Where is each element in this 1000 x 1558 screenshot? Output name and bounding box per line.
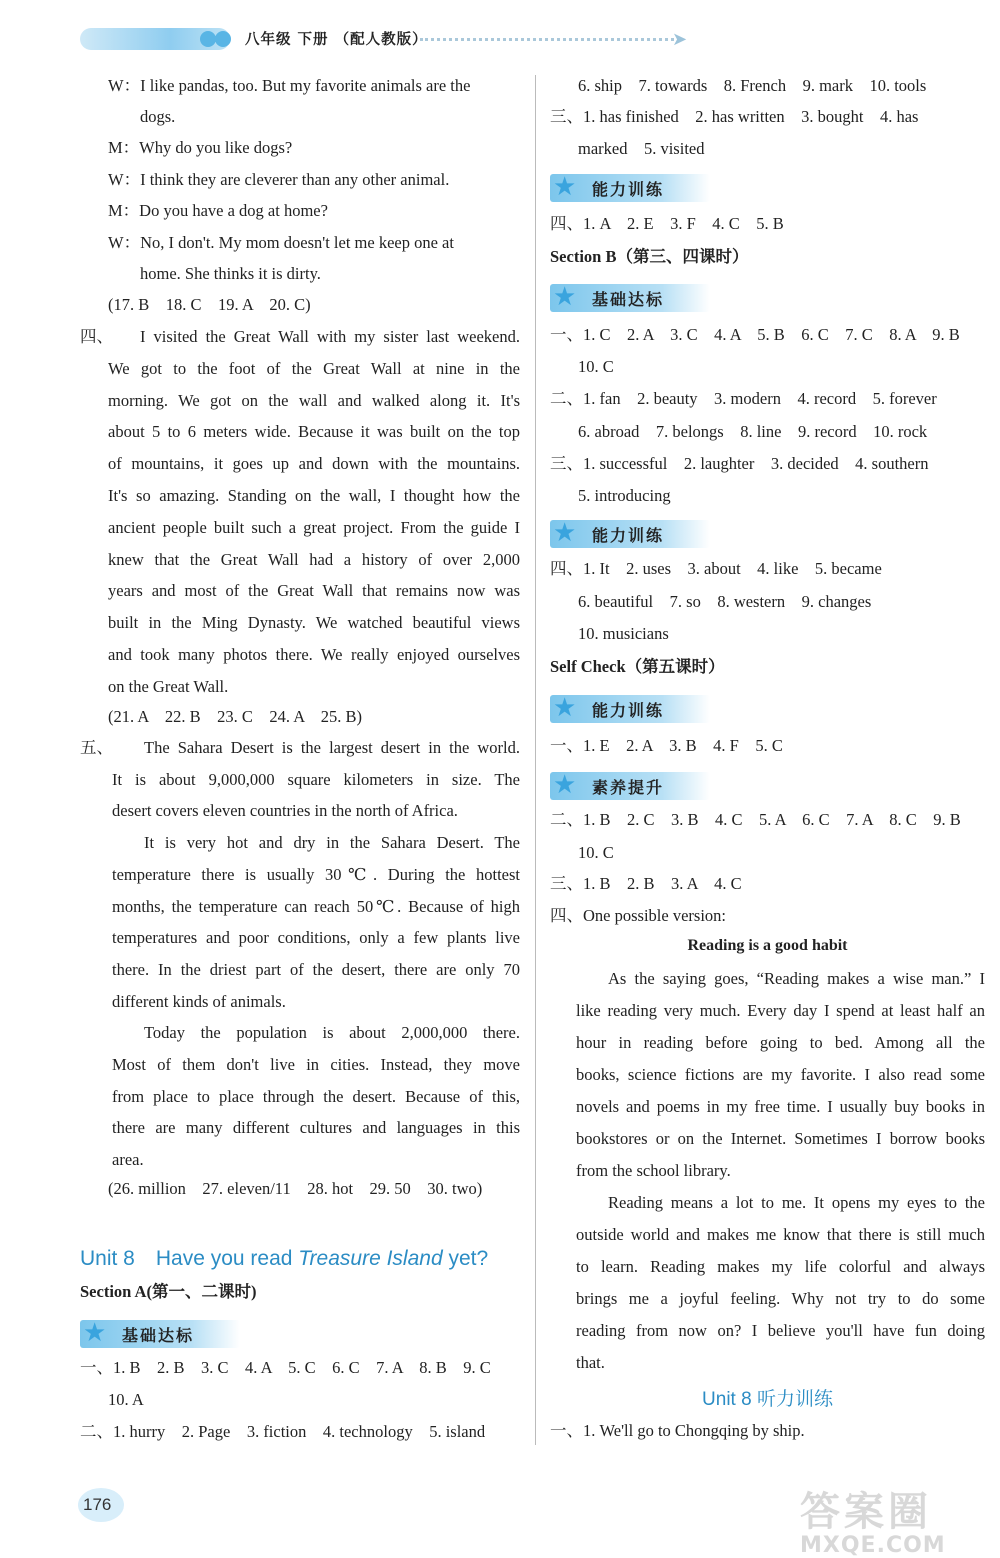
passage-line: It is very hot and dry in the Sahara Desert. The <box>144 833 520 853</box>
unit-title: Unit 8 Have you read Treasure Island yet? <box>80 1247 489 1270</box>
passage-line: bookstores or on the Internet. Sometimes I borrow books <box>576 1129 985 1148</box>
badge-basic: ★ 基础达标 <box>80 1320 240 1348</box>
badge-quality: ★ 素养提升 <box>550 772 710 800</box>
answer-line: 二、1. fan 2. beauty 3. modern 4. record 5. forever <box>550 389 937 408</box>
answer-line: 10. A <box>108 1390 144 1409</box>
star-icon: ★ <box>553 172 577 202</box>
passage-line: desert covers eleven countries in the north of Africa. <box>112 801 458 821</box>
section-b-title: Section B（第三、四课时） <box>550 247 749 266</box>
self-check-title: Self Check（第五课时） <box>550 657 725 676</box>
dialogue-line: dogs. <box>140 107 176 126</box>
passage-line: novels and poems in my free time. I usually buy books in <box>576 1097 985 1116</box>
answer-line: (17. B 18. C 19. A 20. C) <box>108 295 311 314</box>
passage-line: different kinds of animals. <box>112 991 286 1011</box>
passage-line: there. In the driest part of the desert, there are only 70 <box>112 959 520 979</box>
passage-line: there are many different cultures and languages in this <box>112 1118 520 1138</box>
dialogue-line: home. She thinks it is dirty. <box>140 264 321 283</box>
header-title: 八年级 下册 （配人教版） <box>245 32 428 48</box>
passage-line: months, the temperature can reach 50℃. Because of high <box>112 896 520 916</box>
watermark-logo: 答案圈 MXQE.COM <box>800 1489 946 1558</box>
passage-line: It's so amazing. Standing on the wall, I thought how the <box>108 486 520 505</box>
passage-line: Reading means a lot to me. It opens my eyes to the <box>608 1193 985 1212</box>
answer-line: (26. million 27. eleven/11 28. hot 29. 50 30. two) <box>108 1179 483 1198</box>
passage-line: Today the population is about 2,000,000 there. <box>144 1023 520 1043</box>
answer-line: 6. abroad 7. belongs 8. line 9. record 10. rock <box>578 422 928 441</box>
page-number: 176 <box>83 1495 112 1514</box>
passage-line: temperature there is usually 30℃. During the hottest <box>112 864 520 884</box>
answer-line: 三、1. B 2. B 3. A 4. C <box>550 874 742 893</box>
answer-line: 二、1. B 2. C 3. B 4. C 5. A 6. C 7. A 8. C 9. B <box>550 810 961 829</box>
dialogue-line: M：Do you have a dog at home? <box>108 201 328 220</box>
star-icon: ★ <box>553 770 577 800</box>
arrow-right-icon: ➤ <box>672 29 688 50</box>
answer-line: 10. C <box>578 357 614 376</box>
badge-ability: ★ 能力训练 <box>550 695 710 723</box>
star-icon: ★ <box>83 1318 107 1348</box>
column-divider <box>535 75 536 1445</box>
answer-line: 一、1. C 2. A 3. C 4. A 5. B 6. C 7. C 8. A 9. B <box>550 325 960 344</box>
passage-line: and took many photos there. We really enjoyed ourselves <box>108 645 520 664</box>
dialogue-line: W：I think they are cleverer than any other animal. <box>108 170 450 189</box>
section-label: 五、 <box>80 738 113 757</box>
dialogue-line: M：Why do you like dogs? <box>108 138 293 157</box>
answer-line: 四、1. It 2. uses 3. about 4. like 5. became <box>550 559 882 578</box>
answer-line: 四、One possible version: <box>550 906 726 925</box>
answer-line: 6. beautiful 7. so 8. western 9. changes <box>578 592 872 611</box>
header-dot <box>200 31 216 47</box>
passage-line: hour in reading before going to bed. Among all the <box>576 1033 985 1052</box>
badge-basic: ★ 基础达标 <box>550 284 710 312</box>
section-label: 四、 <box>80 327 113 346</box>
dialogue-line: W：No, I don't. My mom doesn't let me keep one at <box>108 233 454 252</box>
badge-ability: ★ 能力训练 <box>550 520 710 548</box>
answer-line: 10. C <box>578 843 614 862</box>
star-icon: ★ <box>553 693 577 723</box>
passage-line: books, science fictions are my favorite. I also read some <box>576 1065 985 1084</box>
passage-line: about 5 to 6 meters wide. Because it was built on the top <box>108 422 520 442</box>
passage-line: from the school library. <box>576 1161 731 1180</box>
answer-line: 10. musicians <box>578 624 669 643</box>
passage-line: that. <box>576 1353 605 1372</box>
passage-line: Most of them don't live in cities. Instead, they move <box>112 1055 520 1074</box>
answer-line: (21. A 22. B 23. C 24. A 25. B) <box>108 707 362 726</box>
passage-line: to learn. Reading makes my life colorful and always <box>576 1257 985 1276</box>
passage-line: from place to place through the desert. Because of this, <box>112 1086 520 1106</box>
passage-line: like reading very much. Every day I spend at least half an <box>576 1001 985 1020</box>
passage-line: built in the Ming Dynasty. We watched beautiful views <box>108 613 520 633</box>
passage-line: reading from now on? I believe you'll have fun doing <box>576 1321 985 1340</box>
passage-line: ancient people built such a great project. From the guide I <box>108 517 520 537</box>
passage-line: on the Great Wall. <box>108 676 229 696</box>
passage-line: I visited the Great Wall with my sister last weekend. <box>140 327 520 346</box>
section-a-title: Section A(第一、二课时) <box>80 1282 257 1301</box>
answer-line: 6. ship 7. towards 8. French 9. mark 10. tools <box>578 76 927 95</box>
passage-line: knew that the Great Wall had a history of over 2,000 <box>108 549 520 569</box>
header-dotted-line <box>420 38 680 41</box>
answer-line: 三、1. successful 2. laughter 3. decided 4. southern <box>550 454 929 473</box>
star-icon: ★ <box>553 518 577 548</box>
answer-line: 三、1. has finished 2. has written 3. bought 4. has <box>550 107 919 126</box>
answer-line: 四、1. A 2. E 3. F 4. C 5. B <box>550 214 784 233</box>
passage-line: As the saying goes, “Reading makes a wise man.” I <box>608 969 985 988</box>
passage-line: morning. We got on the wall and walked along it. It's <box>108 390 520 410</box>
answer-line: 二、1. hurry 2. Page 3. fiction 4. technology 5. island <box>80 1422 486 1441</box>
answer-line: marked 5. visited <box>578 139 705 158</box>
header-dot <box>215 31 231 47</box>
star-icon: ★ <box>553 282 577 312</box>
passage-line: years and most of the Great Wall that remains now was <box>108 581 520 601</box>
passage-line: It is about 9,000,000 square kilometers in size. The <box>112 769 520 789</box>
essay-title: Reading is a good habit <box>687 937 848 954</box>
answer-line: 一、1. B 2. B 3. C 4. A 5. C 6. C 7. A 8. B 9. C <box>80 1358 491 1377</box>
answer-line: 一、1. We'll go to Chongqing by ship. <box>550 1421 805 1440</box>
page-header <box>0 0 1000 70</box>
passage-line: of mountains, it goes up and down with the mountains. <box>108 454 520 474</box>
answer-line: 5. introducing <box>578 486 671 505</box>
badge-ability: ★ 能力训练 <box>550 174 710 202</box>
passage-line: outside world and makes me know that there is still much <box>576 1225 985 1244</box>
passage-line: The Sahara Desert is the largest desert in the world. <box>144 738 520 757</box>
dialogue-line: W：I like pandas, too. But my favorite animals are the <box>108 76 471 95</box>
answer-line: 一、1. E 2. A 3. B 4. F 5. C <box>550 736 783 755</box>
passage-line: temperatures and poor conditions, only a few plants live <box>112 928 520 948</box>
listening-title: Unit 8 听力训练 <box>702 1389 833 1410</box>
passage-line: We got to the foot of the Great Wall at nine in the <box>108 358 520 378</box>
passage-line: area. <box>112 1150 144 1170</box>
passage-line: brings me a joyful feeling. Why not try to do some <box>576 1289 985 1308</box>
